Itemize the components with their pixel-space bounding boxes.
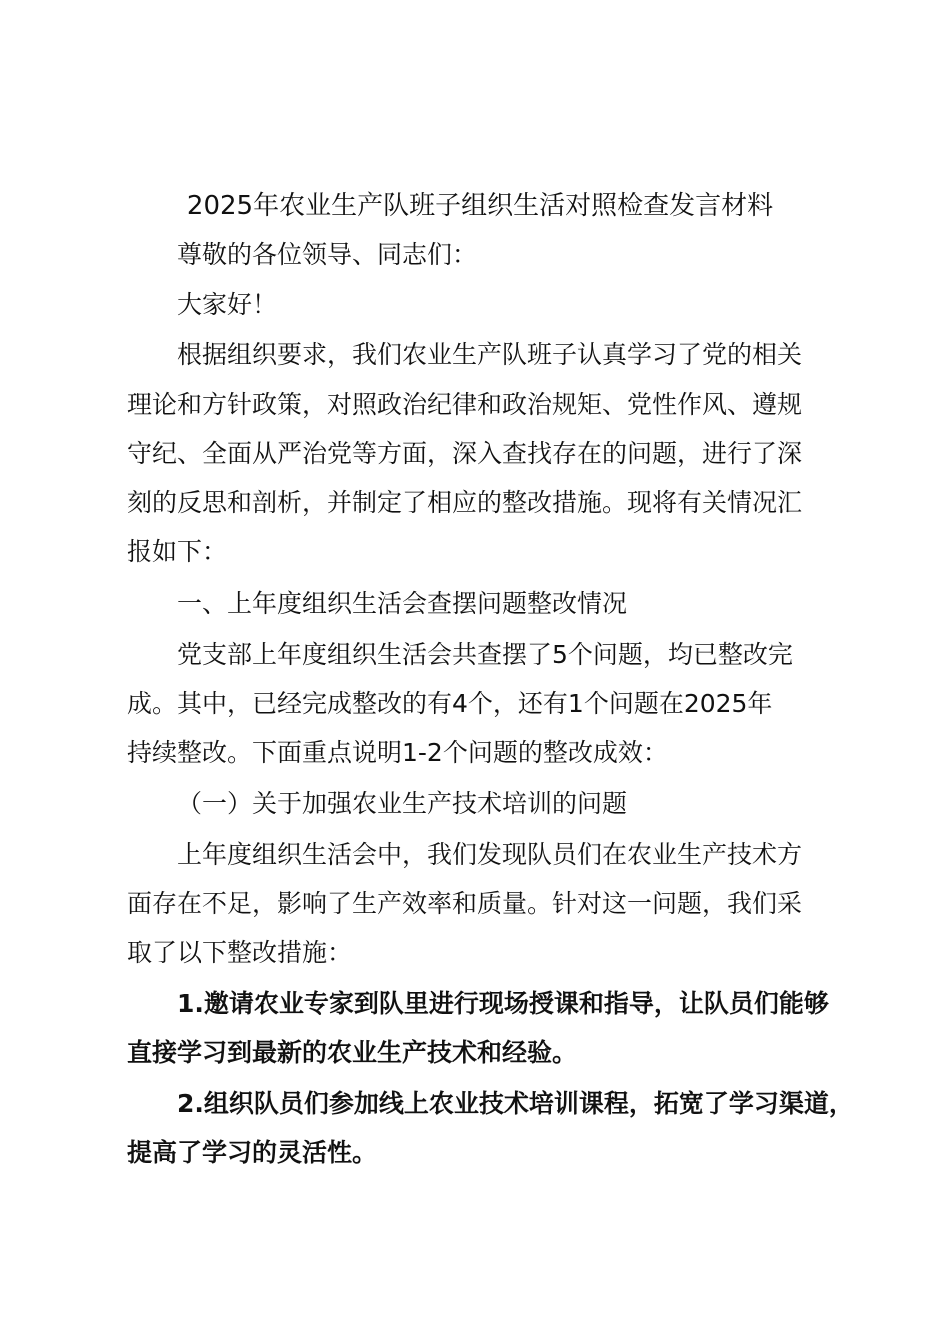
paragraph-line: 持续整改。下面重点说明1-2个问题的整改成效： bbox=[127, 738, 668, 767]
greeting: 大家好！ bbox=[177, 290, 278, 319]
paragraph-line: 刻的反思和剖析，并制定了相应的整改措施。现将有关情况汇 bbox=[127, 488, 803, 517]
paragraph-line: 上年度组织生活会中，我们发现队员们在农业生产技术方 bbox=[177, 840, 803, 869]
salutation: 尊敬的各位领导、同志们： bbox=[177, 240, 478, 269]
paragraph-line: 根据组织要求，我们农业生产队班子认真学习了党的相关 bbox=[177, 340, 803, 369]
subsection-heading: （一）关于加强农业生产技术培训的问题 bbox=[177, 789, 628, 818]
paragraph-line: 党支部上年度组织生活会共查摆了5个问题，均已整改完 bbox=[177, 640, 793, 669]
measure-item-1: 1.邀请农业专家到队里进行现场授课和指导，让队员们能够 bbox=[177, 989, 829, 1018]
paragraph-line: 报如下： bbox=[127, 537, 228, 566]
paragraph-line: 取了以下整改措施： bbox=[127, 938, 353, 967]
paragraph-line: 成。其中，已经完成整改的有4个，还有1个问题在2025年 bbox=[127, 689, 773, 718]
measure-item-2: 2.组织队员们参加线上农业技术培训课程，拓宽了学习渠道， bbox=[177, 1089, 854, 1118]
measure-item-2-cont: 提高了学习的灵活性。 bbox=[127, 1138, 378, 1167]
paragraph-line: 守纪、全面从严治党等方面，深入查找存在的问题，进行了深 bbox=[127, 439, 803, 468]
section-heading: 一、上年度组织生活会查摆问题整改情况 bbox=[177, 589, 628, 618]
measure-item-1-cont: 直接学习到最新的农业生产技术和经验。 bbox=[127, 1038, 578, 1067]
document-title: 2025年农业生产队班子组织生活对照检查发言材料 bbox=[186, 191, 774, 221]
paragraph-line: 理论和方针政策，对照政治纪律和政治规矩、党性作风、遵规 bbox=[127, 390, 803, 419]
paragraph-line: 面存在不足，影响了生产效率和质量。针对这一问题，我们采 bbox=[127, 889, 803, 918]
